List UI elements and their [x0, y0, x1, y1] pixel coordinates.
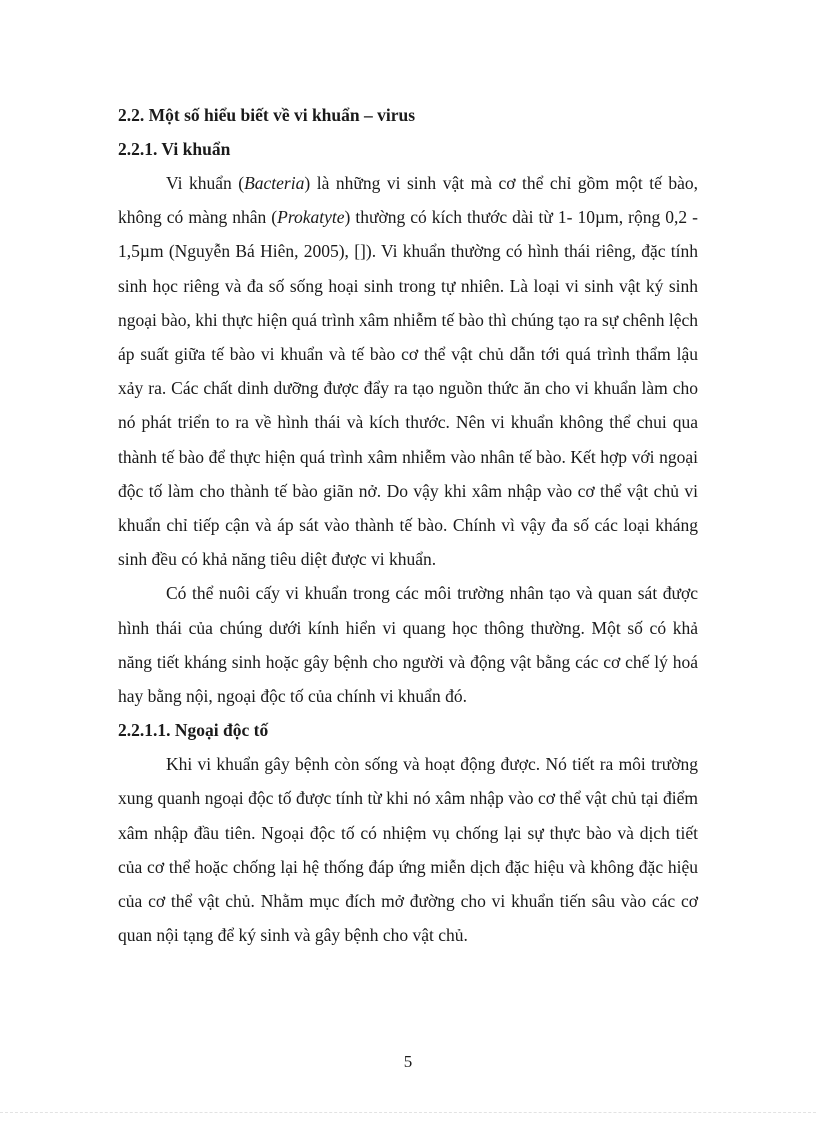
subsubsection-heading: 2.2.1.1. Ngoại độc tố — [118, 720, 269, 741]
italic-term-prokatyte: Prokatyte — [277, 207, 345, 228]
page-bottom-divider — [0, 1112, 816, 1113]
section-heading: 2.2. Một số hiểu biết về vi khuẩn – virus — [118, 105, 416, 125]
paragraph-text: ) là những vi sinh vật mà cơ thể chỉ gồm một tế bào, không có màng nhân ( — [118, 173, 699, 228]
paragraph-text: Vi khuẩn ( — [166, 173, 245, 193]
paragraph-bacteria-intro — [118, 166, 698, 576]
paragraph-exotoxin: Khi vi khuẩn gây bệnh còn sống và hoạt động được. Nó tiết ra môi trường xung quanh ngoại độc tố được tính từ khi nó xâm nhập vào cơ thể vật chủ tại điểm xâm nhập đầu tiên. Ngoại độc tố có nhiệm vụ chống lại sự thực bào và dịch tiết của cơ thể hoặc chống lại hệ thống đáp ứng miễn dịch đặc hiệu và không đặc hiệu của cơ thể vật chủ. Nhằm mục đích mở đường cho vi khuẩn tiến sâu vào các cơ quan nội tạng để ký sinh và gây bệnh cho vật chủ. — [118, 754, 698, 946]
subsection-heading: 2.2.1. Vi khuẩn — [118, 139, 231, 159]
page-number: 5 — [403, 1052, 413, 1071]
document-page — [118, 98, 698, 952]
italic-term-bacteria: Bacteria — [244, 173, 305, 193]
paragraph-text: ) thường có kích thước dài từ 1- 10µm, rộng 0,2 - 1,5µm (Nguyễn Bá Hiên, 2005), []). Vi khuẩn thường có hình thái riêng, đặc tính sinh học riêng và đa số sống hoại sinh trong tự nhiên. Là loại vi sinh vật ký sinh ngoại bào, khi thực hiện quá trình xâm nhiễm tế bào thì chúng tạo ra sự chênh lệch áp suất giữa tế bào vi khuẩn và tế bào cơ thể vật chủ dẫn tới quá trình thẩm lậu xảy ra. Các chất dinh dưỡng được đẩy ra tạo nguồn thức ăn cho vi khuẩn làm cho nó phát triển to ra về hình thái và kích thước. Nên vi khuẩn không thể chui qua thành tế bào để thực hiện quá trình xâm nhiễm vào nhân tế bào. Kết hợp với ngoại độc tố làm cho thành tế bào giãn nở. Do vậy khi xâm nhập vào cơ thể vật chủ vi khuẩn chỉ tiếp cận và áp sát vào thành tế bào. Chính vì vậy đa số các loại kháng sinh đều có khả năng tiêu diệt được vi khuẩn. — [118, 207, 698, 570]
paragraph-culture: Có thể nuôi cấy vi khuẩn trong các môi trường nhân tạo và quan sát được hình thái của chúng dưới kính hiển vi quang học thông thường. Một số có khả năng tiết kháng sinh hoặc gây bệnh cho người và động vật bằng các cơ chế lý hoá hay bằng nội, ngoại độc tố của chính vi khuẩn đó. — [118, 583, 698, 707]
